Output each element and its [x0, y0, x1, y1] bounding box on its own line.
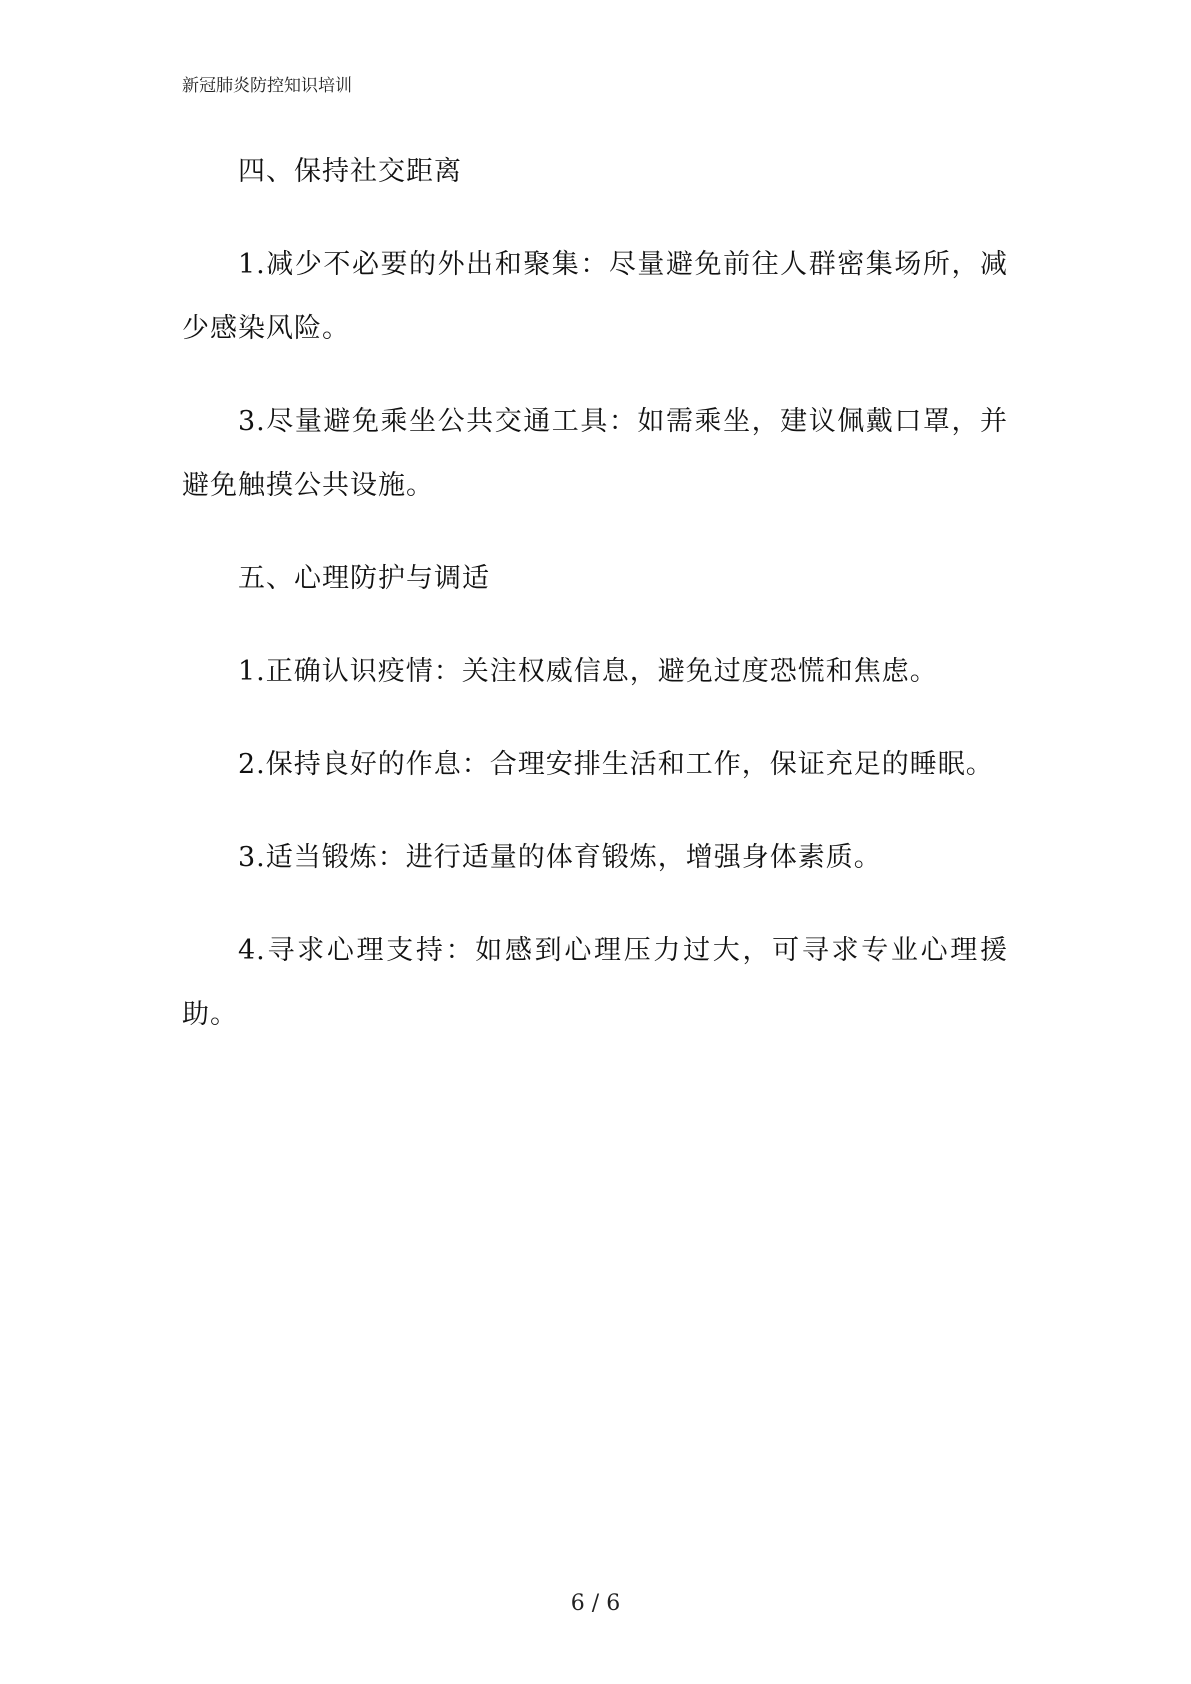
section-heading: 五、心理防护与调适 — [238, 563, 490, 594]
page-header: 新冠肺炎防控知识培训 — [182, 76, 352, 96]
paragraph: 1.减少不必要的外出和聚集：尽量避免前往人群密集场所，减少感染风险。 — [182, 249, 1008, 344]
document-body — [182, 140, 1008, 1076]
page-number: 6 / 6 — [570, 1591, 621, 1616]
section-heading: 四、保持社交距离 — [238, 156, 462, 187]
paragraph: 1.正确认识疫情：关注权威信息，避免过度恐慌和焦虑。 — [238, 656, 938, 687]
paragraph: 3.尽量避免乘坐公共交通工具：如需乘坐，建议佩戴口罩，并避免触摸公共设施。 — [182, 406, 1008, 501]
paragraph: 2.保持良好的作息：合理安排生活和工作，保证充足的睡眠。 — [238, 749, 994, 780]
paragraph: 4.寻求心理支持：如感到心理压力过大，可寻求专业心理援助。 — [182, 935, 1008, 1030]
paragraph: 3.适当锻炼：进行适量的体育锻炼，增强身体素质。 — [238, 842, 882, 873]
